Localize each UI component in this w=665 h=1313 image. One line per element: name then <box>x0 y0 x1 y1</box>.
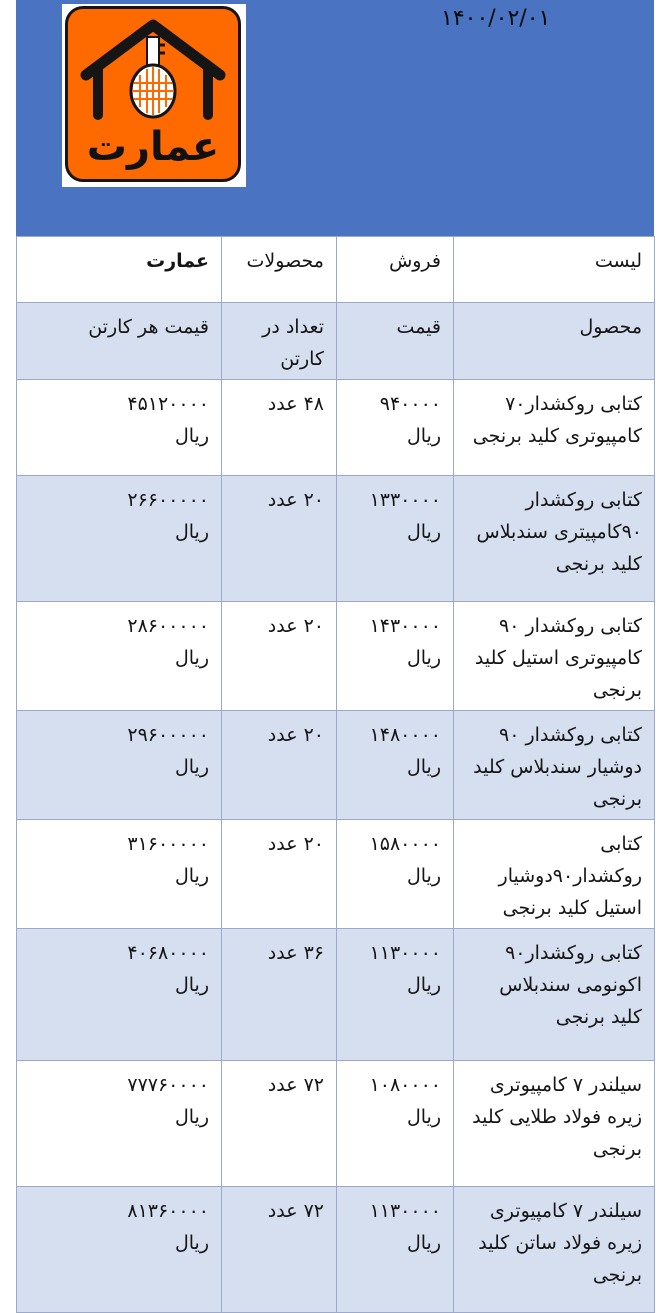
price-value: ۱۴۸۰۰۰۰ <box>369 724 441 746</box>
currency-label: ریال <box>406 1106 441 1128</box>
currency-label: ریال <box>174 756 209 778</box>
column-header: تعداد در کارتن <box>222 303 337 380</box>
currency-label: ریال <box>174 521 209 543</box>
carton-price-value: ۸۱۳۶۰۰۰۰ <box>127 1200 209 1222</box>
product-cell: کتابی روکشدار ۹۰ کامپیوتری استیل کلید برنجی <box>454 602 655 711</box>
title-cell: فروش <box>337 237 454 303</box>
carton-price-value: ۷۷۷۶۰۰۰۰ <box>127 1074 209 1096</box>
column-header-row <box>17 303 655 380</box>
table-row <box>17 476 655 602</box>
qty-cell: ۲۰ عدد <box>222 711 337 820</box>
price-value: ۱۴۳۰۰۰۰ <box>369 615 441 637</box>
header-banner <box>16 0 654 236</box>
price-value: ۱۰۸۰۰۰۰ <box>369 1074 441 1096</box>
carton-price-cell <box>17 1061 222 1187</box>
emarat-logo <box>62 4 246 187</box>
column-header: قیمت <box>337 303 454 380</box>
table-row <box>17 1187 655 1313</box>
currency-label: ریال <box>406 1232 441 1254</box>
carton-price-value: ۲۸۶۰۰۰۰۰ <box>127 615 209 637</box>
currency-label: ریال <box>406 865 441 887</box>
price-cell <box>337 820 454 929</box>
price-cell <box>337 476 454 602</box>
product-cell: کتابی روکشدار ۹۰کامپیتری سندبلاس کلید برنجی <box>454 476 655 602</box>
currency-label: ریال <box>406 521 441 543</box>
table-row <box>17 711 655 820</box>
price-cell <box>337 1061 454 1187</box>
carton-price-cell <box>17 476 222 602</box>
currency-label: ریال <box>406 974 441 996</box>
date-label: ۱۴۰۰/۰۲/۰۱ <box>441 6 551 31</box>
product-cell: سیلندر ۷ کامپیوتری زیره فولاد ساتن کلید برنجی <box>454 1187 655 1313</box>
product-cell: کتابی روکشدار۹۰ اکونومی سندبلاس کلید برنجی <box>454 929 655 1061</box>
price-value: ۱۱۳۰۰۰۰ <box>369 942 441 964</box>
product-cell: کتابی روکشدار ۹۰ دوشیار سندبلاس کلید برنجی <box>454 711 655 820</box>
title-row <box>17 237 655 303</box>
price-value: ۱۱۳۰۰۰۰ <box>369 1200 441 1222</box>
carton-price-value: ۴۵۱۲۰۰۰۰ <box>127 393 209 415</box>
house-key-icon <box>68 9 238 129</box>
qty-cell: ۲۰ عدد <box>222 476 337 602</box>
title-cell: محصولات <box>222 237 337 303</box>
title-cell: عمارت <box>17 237 222 303</box>
carton-price-cell <box>17 711 222 820</box>
qty-cell: ۷۲ عدد <box>222 1061 337 1187</box>
product-cell: کتابی روکشدار۷۰ کامپیوتری کلید برنجی <box>454 380 655 476</box>
product-cell: کتابی روکشدار۹۰دوشیار استیل کلید برنجی <box>454 820 655 929</box>
price-cell <box>337 602 454 711</box>
price-cell <box>337 711 454 820</box>
title-cell: لیست <box>454 237 655 303</box>
qty-cell: ۳۶ عدد <box>222 929 337 1061</box>
logo-tile <box>65 6 241 182</box>
table-row <box>17 929 655 1061</box>
product-cell: سیلندر ۷ کامپیوتری زیره فولاد طلایی کلید برنجی <box>454 1061 655 1187</box>
carton-price-cell <box>17 380 222 476</box>
price-value: ۱۵۸۰۰۰۰ <box>369 833 441 855</box>
carton-price-value: ۲۶۶۰۰۰۰۰ <box>127 489 209 511</box>
currency-label: ریال <box>174 1232 209 1254</box>
currency-label: ریال <box>174 425 209 447</box>
price-value: ۹۴۰۰۰۰ <box>379 393 441 415</box>
column-header: قیمت هر کارتن <box>17 303 222 380</box>
table-row <box>17 820 655 929</box>
price-value: ۱۳۳۰۰۰۰ <box>369 489 441 511</box>
table-row <box>17 602 655 711</box>
price-cell <box>337 1187 454 1313</box>
table-row <box>17 380 655 476</box>
table-row <box>17 1061 655 1187</box>
currency-label: ریال <box>174 865 209 887</box>
price-table <box>16 236 655 1313</box>
carton-price-cell <box>17 602 222 711</box>
currency-label: ریال <box>174 1106 209 1128</box>
carton-price-value: ۲۹۶۰۰۰۰۰ <box>127 724 209 746</box>
price-cell <box>337 929 454 1061</box>
currency-label: ریال <box>406 425 441 447</box>
carton-price-value: ۴۰۶۸۰۰۰۰ <box>127 942 209 964</box>
currency-label: ریال <box>174 974 209 996</box>
qty-cell: ۲۰ عدد <box>222 602 337 711</box>
logo-text: عمارت <box>86 124 220 170</box>
carton-price-cell <box>17 820 222 929</box>
carton-price-value: ۳۱۶۰۰۰۰۰ <box>127 833 209 855</box>
currency-label: ریال <box>406 756 441 778</box>
column-header: محصول <box>454 303 655 380</box>
price-cell <box>337 380 454 476</box>
currency-label: ریال <box>174 647 209 669</box>
qty-cell: ۲۰ عدد <box>222 820 337 929</box>
carton-price-cell <box>17 1187 222 1313</box>
qty-cell: ۷۲ عدد <box>222 1187 337 1313</box>
qty-cell: ۴۸ عدد <box>222 380 337 476</box>
carton-price-cell <box>17 929 222 1061</box>
currency-label: ریال <box>406 647 441 669</box>
